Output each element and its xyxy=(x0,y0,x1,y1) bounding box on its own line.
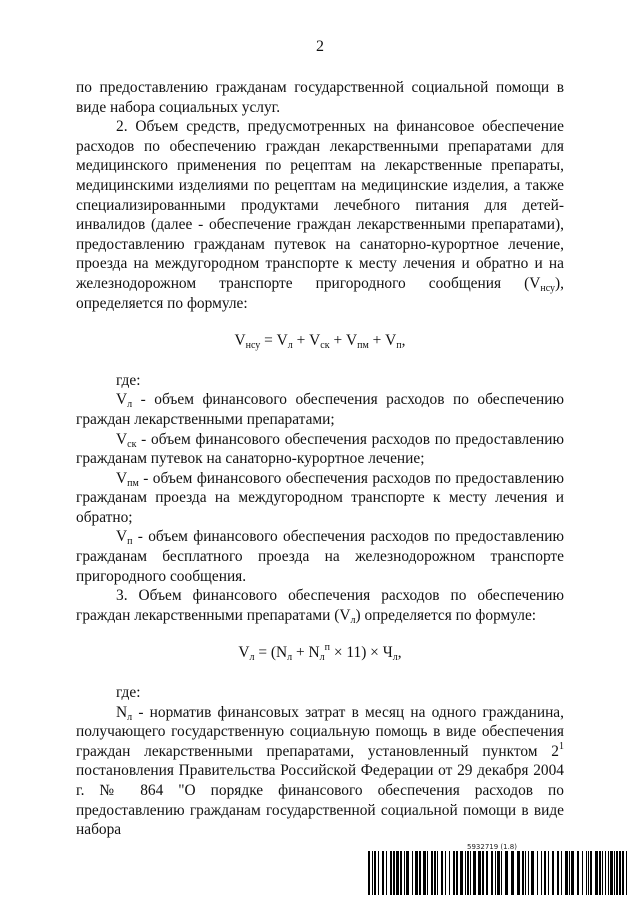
formula1-lhs-sub: нсу xyxy=(245,340,261,352)
formula1-eq: = V xyxy=(260,332,288,350)
section-3-tail: ) определяется по формуле: xyxy=(355,606,537,624)
formula1-term2-sub: ск xyxy=(320,340,330,352)
formula1-end: , xyxy=(401,332,406,350)
definition-vp xyxy=(76,527,564,586)
barcode xyxy=(368,851,632,895)
def-text: - объем финансового обеспечения расходов по предоставлению гражданам бесплатного проезда на железнодорожном транспорте пригородного сообщения. xyxy=(76,528,564,585)
def-symbol-sub: ск xyxy=(127,438,137,450)
formula-vnsu xyxy=(76,331,564,351)
formula2-plus: + N xyxy=(292,644,320,662)
section-2-sub: нсу xyxy=(540,282,556,294)
formula1-term4-sub: п xyxy=(396,340,402,352)
formula2-lhs-sub: л xyxy=(249,652,255,664)
def-symbol-sub: п xyxy=(127,536,133,548)
barcode-label: 5932719 (1.8) xyxy=(467,843,517,851)
def-text: - объем финансового обеспечения расходов по обеспечению граждан лекарственными препаратами; xyxy=(76,391,564,428)
definition-vl xyxy=(76,390,564,429)
definition-vpm xyxy=(76,469,564,528)
section-3-text: 3. Объем финансового обеспечения расходов по обеспечению граждан лекарственными препаратами (V xyxy=(76,587,564,624)
section-2-paragraph xyxy=(76,117,564,313)
formula2-lhs: V xyxy=(238,644,250,662)
formula2-end: , xyxy=(397,644,402,662)
definition-vsk xyxy=(76,430,564,469)
lead-paragraph: по предоставлению гражданам государственной социальной помощи в виде набора социальных услуг. xyxy=(76,79,564,116)
def-sup: 1 xyxy=(559,740,564,752)
formula2-ch-sub: л xyxy=(392,652,398,664)
formula2-times: × 11) × Ч xyxy=(330,644,393,662)
def-symbol: V xyxy=(116,528,128,546)
formula1-plus2: + V xyxy=(329,332,358,350)
where-label-2: где: xyxy=(116,684,141,702)
def-symbol-sub: л xyxy=(127,399,133,411)
formula-vl xyxy=(76,643,564,663)
def-text-a: - норматив финансовых затрат в месяц на одного гражданина, получающего государственную социальную помощь в виде обеспечения граждан лекарственными препаратами, установленный пунктом 2 xyxy=(76,703,564,760)
def-text-b: постановления Правительства Российской Федерации от 29 декабря 2004 г. № 864 "О порядке финансового обеспечения расходов по предоставлению гражданам государственной социальной помощи в виде набора xyxy=(76,762,564,839)
def-symbol: V xyxy=(116,391,128,409)
formula1-term1-sub: л xyxy=(287,340,293,352)
def-symbol: V xyxy=(116,469,128,487)
formula2-n2-sub: л xyxy=(319,652,325,664)
def-symbol: N xyxy=(116,703,128,721)
def-text: - объем финансового обеспечения расходов по предоставлению гражданам проезда на междугородном транспорте к месту лечения и обратно; xyxy=(76,469,564,526)
def-text: - объем финансового обеспечения расходов по предоставлению гражданам путевок на санаторно-курортное лечение; xyxy=(76,430,564,468)
formula2-eq: = (N xyxy=(254,644,288,662)
where-label-1: где: xyxy=(116,371,141,389)
section-2-tail: ), определяется по формуле: xyxy=(76,274,564,312)
formula2-n-sub: л xyxy=(287,652,293,664)
section-3-paragraph xyxy=(76,586,564,625)
formula1-plus1: + V xyxy=(292,332,321,350)
definition-nl xyxy=(76,703,564,840)
formula2-n2-sup: п xyxy=(324,642,331,654)
formula1-plus3: + V xyxy=(368,332,397,350)
document-body xyxy=(76,78,564,840)
section-2-text: 2. Объем средств, предусмотренных на финансовое обеспечение расходов по обеспечению граждан лекарственными препаратами для медицинского применения по рецептам на лекарственные препараты, медицинскими изделиями по рецептам на медицинские изделия, а также специализированными продуктами лечебного питания для детей-инвалидов (далее - обеспечение граждан лекарственными препаратами), предоставлению гражданам путевок на санаторно-курортное лечение, проезда на междугородном транспорте к месту лечения и обратно и на железнодорожном транспорте пригородного сообщения (V xyxy=(76,118,564,292)
formula1-lhs: V xyxy=(234,332,246,350)
barcode-block xyxy=(368,843,632,897)
barcode-bar xyxy=(627,851,630,895)
section-3-sub: л xyxy=(350,614,356,626)
def-symbol: V xyxy=(116,430,128,448)
page-number: 2 xyxy=(316,38,324,55)
def-symbol-sub: л xyxy=(127,711,133,723)
def-symbol-sub: пм xyxy=(127,477,139,489)
formula1-term3-sub: пм xyxy=(357,340,369,352)
